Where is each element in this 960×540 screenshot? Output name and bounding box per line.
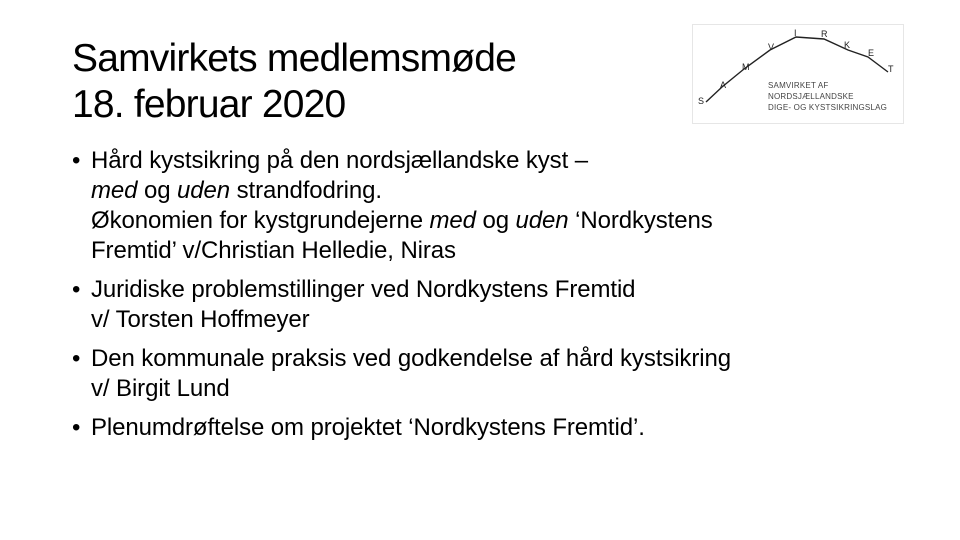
bullet-dot: • bbox=[72, 345, 81, 372]
agenda-item-1-line-4: Fremtid’ v/Christian Helledie, Niras bbox=[91, 237, 456, 264]
agenda-item-1-line-3 bbox=[91, 206, 892, 236]
emphasis-uden-2: uden bbox=[515, 207, 569, 234]
title-line-2: 18. februar 2020 bbox=[72, 83, 346, 126]
logo-letter-i: I bbox=[794, 28, 797, 38]
agenda-item-1-line-1: Hård kystsikring på den nordsjællandske kyst – bbox=[91, 147, 588, 174]
agenda-item-4-line-1: Plenumdrøftelse om projektet ‘Nordkystens Fremtid’. bbox=[91, 414, 645, 441]
logo-letter-s: S bbox=[698, 96, 705, 106]
emphasis-med: med bbox=[91, 177, 138, 204]
logo-letter-k: K bbox=[844, 40, 851, 50]
bullet-dot: • bbox=[72, 414, 81, 441]
agenda-item-1-line-2 bbox=[91, 176, 892, 206]
logo-letter-t: T bbox=[888, 64, 894, 74]
title-line-1: Samvirkets medlemsmøde bbox=[72, 37, 517, 80]
logo-letter-a: A bbox=[720, 80, 727, 90]
agenda-item-2-line-2: v/ Torsten Hoffmeyer bbox=[91, 306, 310, 333]
agenda-item bbox=[72, 275, 892, 335]
text-og-2: og bbox=[475, 207, 516, 234]
text-nordkystens: ‘Nordkystens bbox=[568, 207, 713, 234]
agenda-item bbox=[72, 146, 892, 266]
logo-caption bbox=[768, 80, 900, 113]
text-okonomien: Økonomien for kystgrundejerne bbox=[91, 207, 430, 234]
logo-caption-line-1: SAMVIRKET AF bbox=[768, 81, 829, 90]
emphasis-uden: uden bbox=[177, 177, 231, 204]
agenda-item-3-line-2: v/ Birgit Lund bbox=[91, 375, 230, 402]
bullet-dot: • bbox=[72, 147, 81, 174]
logo-letter-r: R bbox=[821, 29, 828, 39]
agenda-item bbox=[72, 344, 892, 404]
logo-caption-line-2: NORDSJÆLLANDSKE bbox=[768, 92, 854, 101]
text-og: og bbox=[137, 177, 178, 204]
emphasis-med-2: med bbox=[429, 207, 476, 234]
logo-letter-e: E bbox=[868, 48, 875, 58]
slide-title bbox=[72, 36, 672, 128]
logo-letter-v: V bbox=[768, 42, 775, 52]
text-strandfodring: strandfodring. bbox=[230, 177, 382, 204]
agenda-item-2-line-1: Juridiske problemstillinger ved Nordkystens Fremtid bbox=[91, 276, 636, 303]
agenda-list bbox=[72, 146, 892, 452]
agenda-item-3-line-1: Den kommunale praksis ved godkendelse af hård kystsikring bbox=[91, 345, 731, 372]
agenda-item bbox=[72, 413, 892, 443]
logo-caption-line-3: DIGE- OG KYSTSIKRINGSLAG bbox=[768, 103, 888, 112]
samvirket-logo bbox=[692, 24, 904, 124]
bullet-dot: • bbox=[72, 276, 81, 303]
logo-letter-m: M bbox=[742, 62, 750, 72]
